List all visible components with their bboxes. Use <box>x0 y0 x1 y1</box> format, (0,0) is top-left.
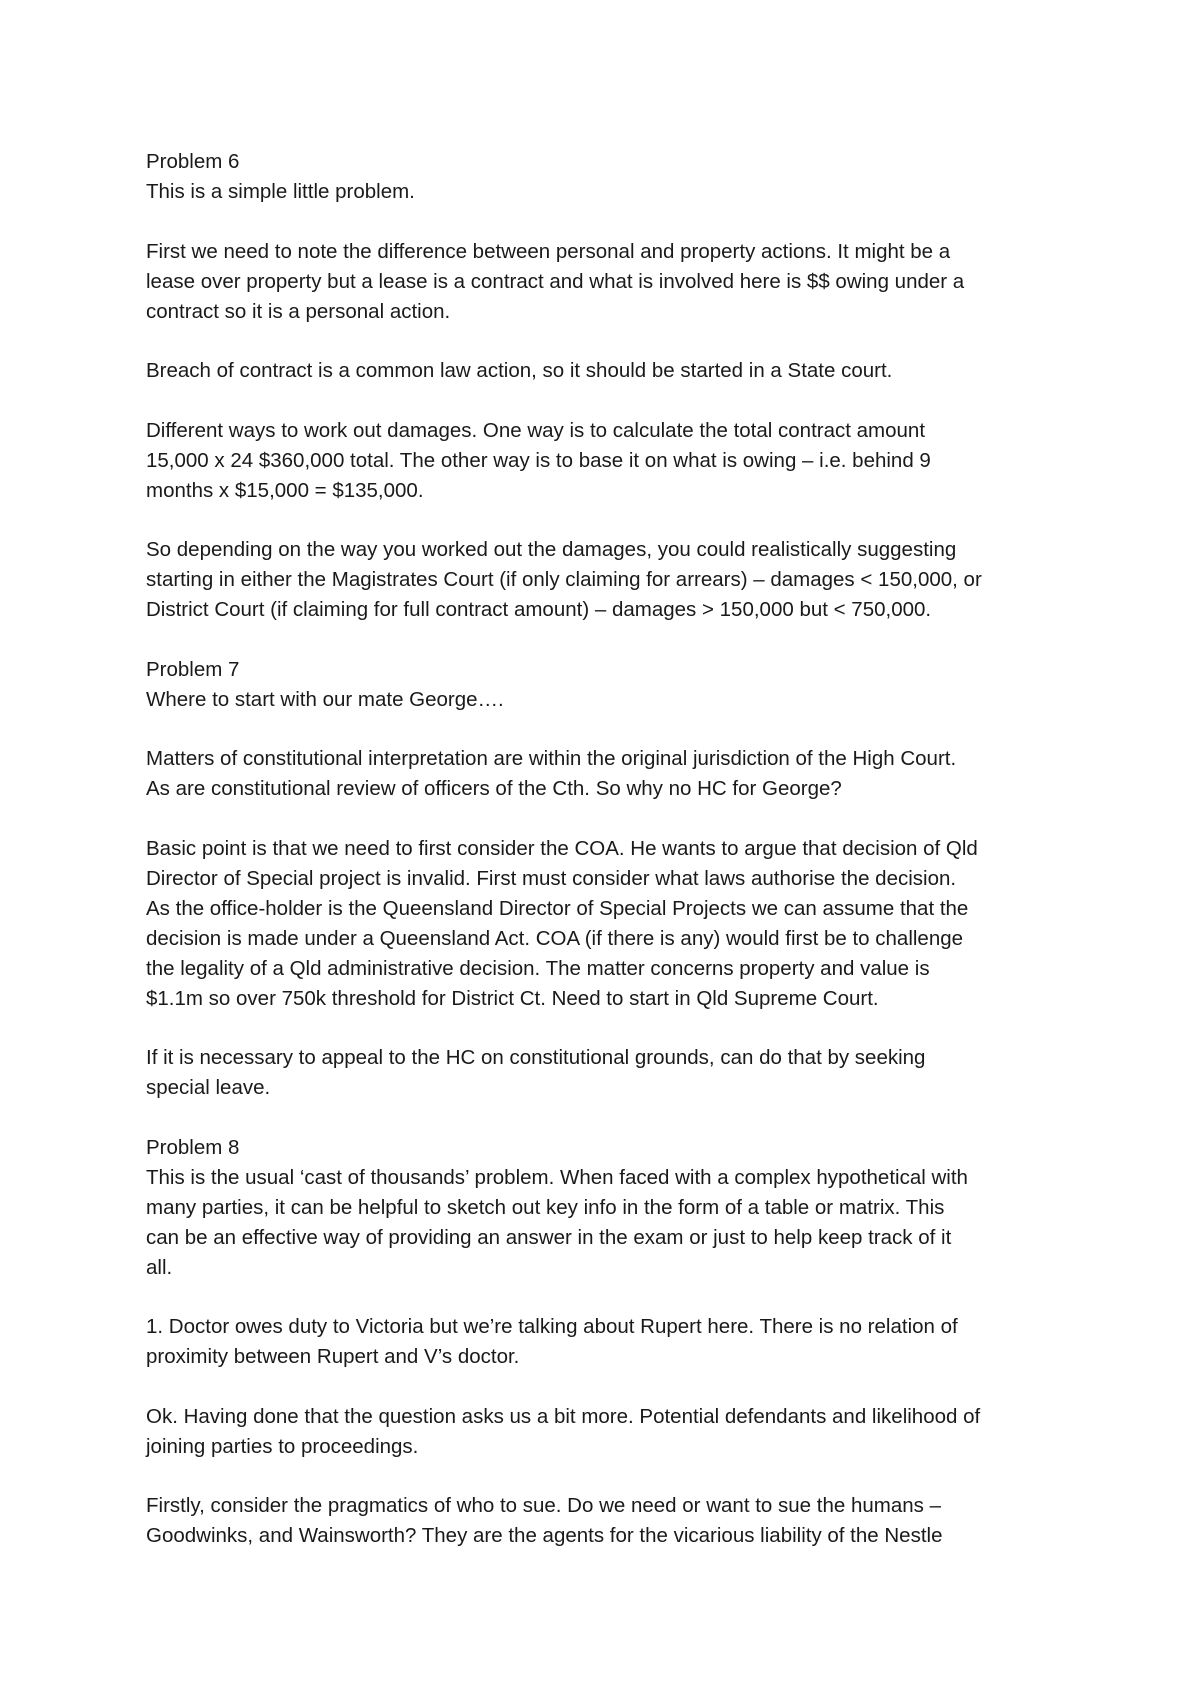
text-line: many parties, it can be helpful to sketch out key info in the form of a table or matrix. This <box>146 1195 945 1219</box>
text-line: joining parties to proceedings. <box>146 1434 419 1458</box>
paragraph <box>146 1402 1086 1462</box>
text-line: Problem 6 <box>146 150 240 173</box>
text-line: contract so it is a personal action. <box>146 299 451 323</box>
text-line: lease over property but a lease is a contract and what is involved here is $$ owing under a <box>146 269 965 293</box>
text-line: Director of Special project is invalid. First must consider what laws authorise the decision. <box>146 866 957 890</box>
text-line: decision is made under a Queensland Act. COA (if there is any) would first be to challenge <box>146 926 964 950</box>
text-line: starting in either the Magistrates Court (if only claiming for arrears) – damages < 150,000, or <box>146 568 982 591</box>
text-line: This is the usual ‘cast of thousands’ problem. When faced with a complex hypothetical with <box>146 1165 968 1189</box>
paragraph <box>146 147 1086 207</box>
text-line: the legality of a Qld administrative decision. The matter concerns property and value is <box>146 956 930 980</box>
text-line: can be an effective way of providing an answer in the exam or just to help keep track of it <box>146 1225 952 1249</box>
text-line: Problem 8 <box>146 1135 240 1159</box>
text-line: So depending on the way you worked out the damages, you could realistically suggesting <box>146 538 957 561</box>
text-line: all. <box>146 1255 173 1279</box>
text-line: special leave. <box>146 1076 271 1099</box>
text-line: Ok. Having done that the question asks us a bit more. Potential defendants and likelihood of <box>146 1404 981 1428</box>
paragraph <box>146 1043 1086 1103</box>
text-line: As are constitutional review of officers of the Cth. So why no HC for George? <box>146 777 842 800</box>
text-line: $1.1m so over 750k threshold for District Ct. Need to start in Qld Supreme Court. <box>146 986 879 1010</box>
paragraph <box>146 416 1086 506</box>
paragraph <box>146 1133 1086 1283</box>
paragraph <box>146 655 1086 715</box>
paragraph <box>146 356 1086 386</box>
paragraph <box>146 237 1086 327</box>
text-line: Goodwinks, and Wainsworth? They are the agents for the vicarious liability of the Nestle <box>146 1524 943 1547</box>
document-body <box>146 147 1086 1581</box>
text-line: Different ways to work out damages. One way is to calculate the total contract amount <box>146 418 926 442</box>
paragraph <box>146 744 1086 804</box>
text-line: Problem 7 <box>146 657 240 681</box>
text-line: First we need to note the difference between personal and property actions. It might be a <box>146 239 951 263</box>
text-line: Where to start with our mate George…. <box>146 687 504 711</box>
text-line: Matters of constitutional interpretation are within the original jurisdiction of the High Court. <box>146 747 957 770</box>
text-line: Breach of contract is a common law action, so it should be started in a State court. <box>146 359 893 382</box>
text-line: Firstly, consider the pragmatics of who to sue. Do we need or want to sue the humans – <box>146 1494 941 1517</box>
paragraph <box>146 1312 1086 1372</box>
paragraph <box>146 834 1086 1014</box>
text-line: If it is necessary to appeal to the HC on constitutional grounds, can do that by seeking <box>146 1046 926 1069</box>
text-line: This is a simple little problem. <box>146 180 415 203</box>
paragraph <box>146 1491 1086 1551</box>
text-line: months x $15,000 = $135,000. <box>146 478 424 502</box>
text-line: District Court (if claiming for full contract amount) – damages > 150,000 but < 750,000. <box>146 598 932 621</box>
text-line: 1. Doctor owes duty to Victoria but we’re talking about Rupert here. There is no relation of <box>146 1315 958 1338</box>
text-line: Basic point is that we need to first consider the COA. He wants to argue that decision of Qld <box>146 836 978 860</box>
paragraph <box>146 535 1086 625</box>
text-line: As the office-holder is the Queensland Director of Special Projects we can assume that the <box>146 896 969 920</box>
text-line: 15,000 x 24 $360,000 total. The other way is to base it on what is owing – i.e. behind 9 <box>146 448 931 472</box>
text-line: proximity between Rupert and V’s doctor. <box>146 1345 520 1368</box>
